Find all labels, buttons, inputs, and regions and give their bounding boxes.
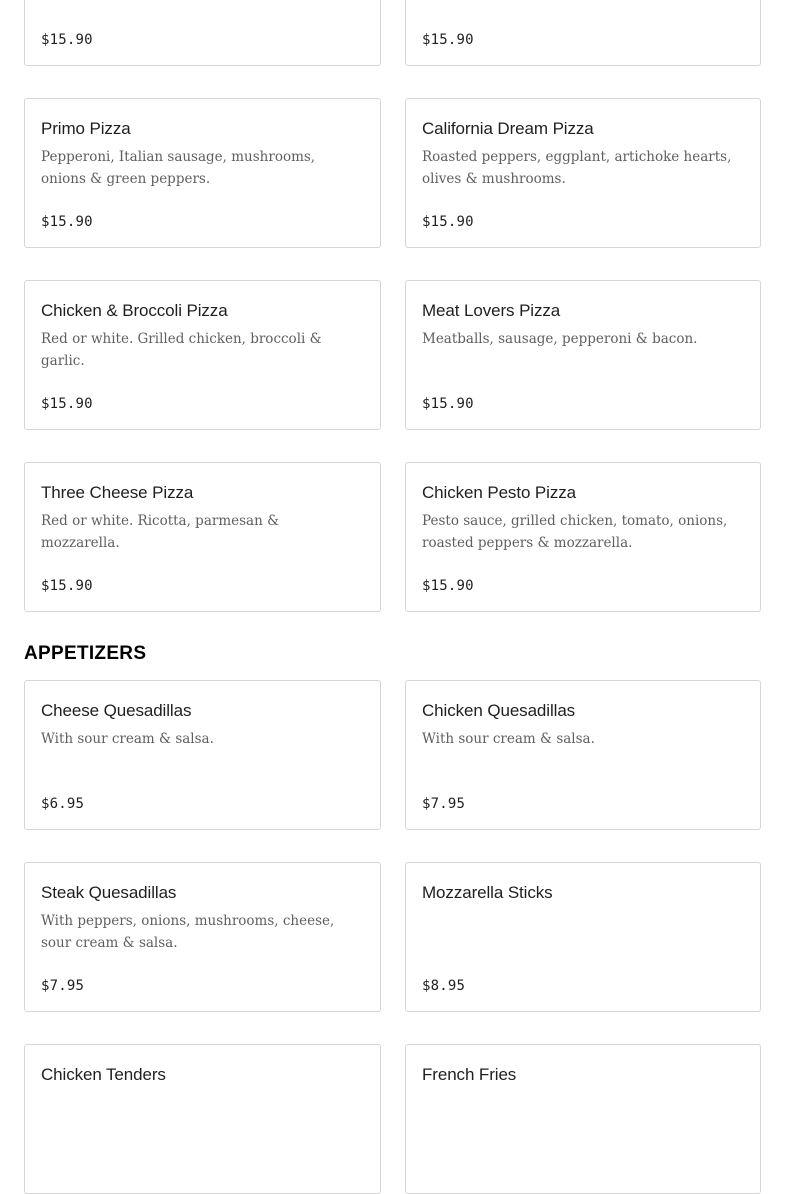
- menu-item-card-french-fries[interactable]: [405, 1044, 761, 1194]
- menu-item-card-chicken-tenders[interactable]: [24, 1044, 381, 1194]
- menu-item-card-cheese-quesadillas[interactable]: [24, 680, 381, 830]
- item-name: Three Cheese Pizza: [41, 483, 194, 502]
- item-description: With sour cream & salsa.: [422, 731, 595, 747]
- menu-item-card-meat-lovers-pizza[interactable]: [405, 280, 761, 430]
- menu-item-card-three-cheese-pizza[interactable]: [24, 462, 381, 612]
- item-price: $6.95: [41, 796, 85, 812]
- item-price: $15.90: [41, 214, 93, 230]
- item-name: Mozzarella Sticks: [422, 883, 553, 902]
- menu-item-card[interactable]: [24, 0, 381, 66]
- item-description: With sour cream & salsa.: [41, 731, 214, 747]
- item-description: Roasted peppers, eggplant, artichoke hearts, olives & mushrooms.: [422, 149, 732, 187]
- item-name: Steak Quesadillas: [41, 883, 177, 902]
- item-name: French Fries: [422, 1065, 517, 1084]
- section-heading-appetizers: APPETIZERS: [24, 643, 147, 664]
- item-price: $15.90: [41, 32, 93, 48]
- appetizers-menu-grid: [24, 680, 761, 1194]
- menu-item-card-primo-pizza[interactable]: [24, 98, 381, 248]
- item-description: With peppers, onions, mushrooms, cheese, sour cream & salsa.: [41, 913, 335, 951]
- item-price: $7.95: [422, 796, 466, 812]
- menu-item-card-california-dream-pizza[interactable]: [405, 98, 761, 248]
- menu-item-card-mozzarella-sticks[interactable]: [405, 862, 761, 1012]
- item-price: $7.95: [41, 978, 85, 994]
- item-name: California Dream Pizza: [422, 119, 594, 138]
- item-description: Meatballs, sausage, pepperoni & bacon.: [422, 331, 698, 347]
- item-price: $15.90: [422, 578, 474, 594]
- item-description: Red or white. Grilled chicken, broccoli & garlic.: [41, 331, 322, 369]
- item-price: $15.90: [422, 396, 474, 412]
- item-name: Chicken Tenders: [41, 1065, 166, 1084]
- item-price: $15.90: [41, 396, 93, 412]
- item-name: Meat Lovers Pizza: [422, 301, 561, 320]
- item-description: Red or white. Ricotta, parmesan & mozzarella.: [41, 513, 280, 551]
- item-price: $15.90: [422, 214, 474, 230]
- pizza-menu-grid: [24, 0, 761, 612]
- item-name: Chicken Pesto Pizza: [422, 483, 577, 502]
- item-description: Pesto sauce, grilled chicken, tomato, onions, roasted peppers & mozzarella.: [422, 513, 728, 551]
- item-description: Pepperoni, Italian sausage, mushrooms, onions & green peppers.: [41, 149, 316, 187]
- menu-item-card-chicken-pesto-pizza[interactable]: [405, 462, 761, 612]
- item-price: $8.95: [422, 978, 466, 994]
- item-price: $15.90: [422, 32, 474, 48]
- item-name: Primo Pizza: [41, 119, 131, 138]
- item-price: $15.90: [41, 578, 93, 594]
- item-name: Cheese Quesadillas: [41, 701, 192, 720]
- menu-item-card-chicken-broccoli-pizza[interactable]: [24, 280, 381, 430]
- item-name: Chicken Quesadillas: [422, 701, 576, 720]
- menu-item-card-chicken-quesadillas[interactable]: [405, 680, 761, 830]
- menu-item-card[interactable]: [405, 0, 761, 66]
- menu-item-card-steak-quesadillas[interactable]: [24, 862, 381, 1012]
- item-name: Chicken & Broccoli Pizza: [41, 301, 228, 320]
